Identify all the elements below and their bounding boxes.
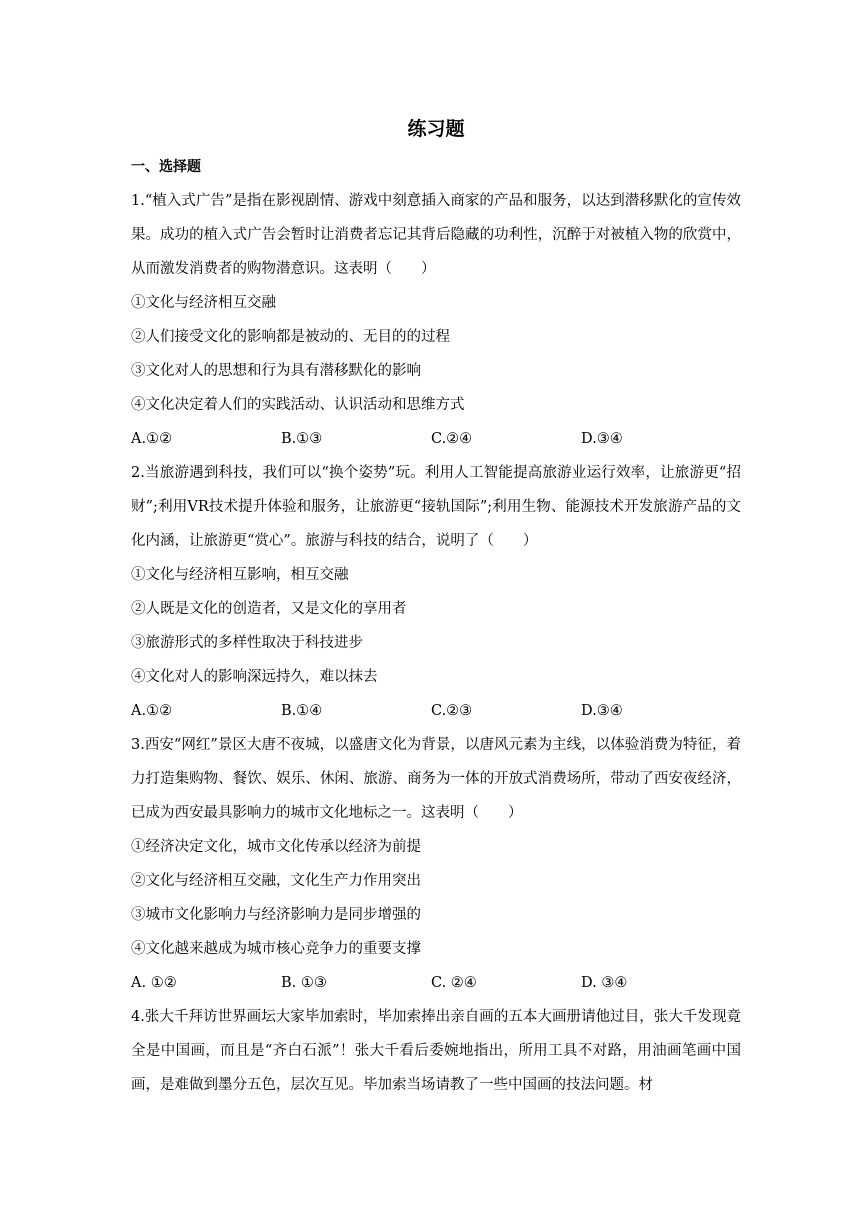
answer-choices <box>131 966 741 1000</box>
choice-d: D.③④ <box>581 431 623 447</box>
choice-c: C.②③ <box>431 703 473 719</box>
question-3 <box>131 728 741 1000</box>
document-body <box>131 112 741 1102</box>
choice-d: D.③④ <box>581 703 623 719</box>
choice-a: A.①② <box>131 703 173 719</box>
statement-3: ③文化对人的思想和行为具有潜移默化的影响 <box>131 363 421 379</box>
statement-1: ①经济决定文化，城市文化传承以经济为前提 <box>131 839 421 855</box>
statement-4: ④文化越来越成为城市核心竞争力的重要支撑 <box>131 941 421 957</box>
question-4 <box>131 1000 741 1102</box>
statement-1: ①文化与经济相互影响，相互交融 <box>131 567 349 583</box>
question-2 <box>131 456 741 728</box>
question-stem: 2.当旅游遇到科技，我们可以“换个姿势”玩。利用人工智能提高旅游业运行效率，让旅游更“招财”;利用VR技术提升体验和服务，让旅游更“接轨国际”;利用生物、能源技术开发旅游产品的文化内涵，让旅游更“赏心”。旅游与科技的结合，说明了（ ） <box>131 465 741 549</box>
choice-a: A. ①② <box>131 975 177 991</box>
statement-1: ①文化与经济相互交融 <box>131 295 276 311</box>
choice-b: B.①③ <box>281 431 323 447</box>
section-heading: 一、选择题 <box>131 159 201 175</box>
statement-2: ②文化与经济相互交融，文化生产力作用突出 <box>131 873 421 889</box>
statement-3: ③城市文化影响力与经济影响力是同步增强的 <box>131 907 421 923</box>
answer-choices <box>131 694 741 728</box>
statement-4: ④文化对人的影响深远持久，难以抹去 <box>131 669 378 685</box>
question-stem: 3.西安“网红”景区大唐不夜城，以盛唐文化为背景，以唐风元素为主线，以体验消费为特征，着力打造集购物、餐饮、娱乐、休闲、旅游、商务为一体的开放式消费场所，带动了西安夜经济，已成为西安最具影响力的城市文化地标之一。这表明（ ） <box>131 737 741 821</box>
choice-b: B. ①③ <box>281 975 327 991</box>
statement-4: ④文化决定着人们的实践活动、认识活动和思维方式 <box>131 397 465 413</box>
choice-c: C. ②④ <box>431 975 477 991</box>
choice-d: D. ③④ <box>581 975 628 991</box>
document-title: 练习题 <box>407 118 465 140</box>
question-1 <box>131 184 741 456</box>
choice-c: C.②④ <box>431 431 473 447</box>
statement-2: ②人既是文化的创造者，又是文化的享用者 <box>131 601 407 617</box>
answer-choices <box>131 422 741 456</box>
choice-a: A.①② <box>131 431 173 447</box>
question-stem: 1.“植入式广告”是指在影视剧情、游戏中刻意插入商家的产品和服务，以达到潜移默化的宣传效果。成功的植入式广告会暂时让消费者忘记其背后隐藏的功利性，沉醉于对被植入物的欣赏中，从而激发消费者的购物潜意识。这表明（ ） <box>131 193 741 277</box>
question-stem: 4.张大千拜访世界画坛大家毕加索时，毕加索捧出亲自画的五本大画册请他过目，张大千发现竟全是中国画，而且是“齐白石派”！张大千看后委婉地指出，所用工具不对路，用油画笔画中国画，是难做到墨分五色，层次互见。毕加索当场请教了一些中国画的技法问题。材 <box>131 1009 741 1093</box>
statement-2: ②人们接受文化的影响都是被动的、无目的的过程 <box>131 329 450 345</box>
choice-b: B.①④ <box>281 703 323 719</box>
statement-3: ③旅游形式的多样性取决于科技进步 <box>131 635 363 651</box>
